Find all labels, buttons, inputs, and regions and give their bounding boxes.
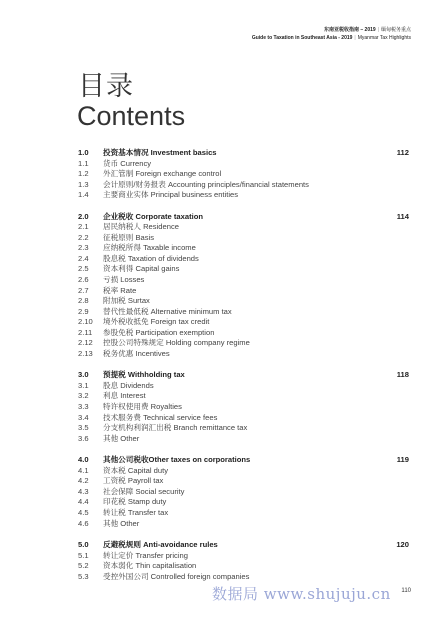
toc-item-number: 1.1 bbox=[78, 158, 89, 168]
toc-section bbox=[78, 540, 409, 582]
toc-item-number: 3.3 bbox=[78, 402, 89, 412]
toc-item-text: 特许权使用费 Royalties bbox=[103, 402, 182, 412]
page-title-zh: 目录 bbox=[78, 71, 134, 101]
toc-item-number: 2.9 bbox=[78, 306, 89, 316]
toc-item[interactable] bbox=[78, 190, 409, 201]
header-separator: | bbox=[377, 27, 379, 33]
page-number: 110 bbox=[401, 588, 411, 594]
toc-item-text: 征税原则 Basis bbox=[103, 232, 155, 242]
toc-item[interactable] bbox=[78, 423, 409, 434]
header-en-title: Guide to Taxation in Southeast Asia - 2019 bbox=[251, 35, 353, 41]
toc-section-number: 5.0 bbox=[78, 540, 89, 550]
toc-section-title: 企业税收 Corporate taxation bbox=[103, 211, 203, 221]
toc-item-text: 资本税 Capital duty bbox=[103, 465, 168, 475]
toc-item[interactable] bbox=[78, 338, 409, 349]
toc-item-number: 4.4 bbox=[78, 497, 89, 507]
toc-item[interactable] bbox=[78, 466, 409, 477]
toc-section bbox=[78, 455, 409, 529]
toc-item-number: 1.3 bbox=[78, 179, 89, 189]
toc-item-number: 2.5 bbox=[78, 264, 89, 274]
toc-item-number: 2.8 bbox=[78, 296, 89, 306]
toc-item-number: 2.4 bbox=[78, 253, 89, 263]
toc-item[interactable] bbox=[78, 561, 409, 572]
toc-item-text: 会计原则/财务报表 Accounting principles/financial statements bbox=[103, 179, 309, 189]
toc-section bbox=[78, 148, 409, 201]
toc-item-number: 2.6 bbox=[78, 275, 89, 285]
page-title-en: Contents bbox=[77, 101, 186, 131]
header-line-en bbox=[252, 34, 411, 42]
toc-section-number: 3.0 bbox=[78, 370, 89, 380]
toc-item-number: 5.1 bbox=[78, 550, 89, 560]
toc-section-heading[interactable] bbox=[78, 212, 409, 223]
toc-section-heading[interactable] bbox=[78, 540, 409, 551]
toc-item-number: 5.3 bbox=[78, 571, 89, 581]
toc-item-number: 2.3 bbox=[78, 243, 89, 253]
toc-item-number: 3.5 bbox=[78, 423, 89, 433]
toc-item-number: 2.7 bbox=[78, 285, 89, 295]
toc-item-text: 转让定价 Transfer pricing bbox=[103, 550, 188, 560]
toc-section bbox=[78, 212, 409, 360]
toc-item-number: 3.4 bbox=[78, 412, 89, 422]
toc-page-number: 120 bbox=[396, 540, 409, 550]
toc-item-number: 4.3 bbox=[78, 486, 89, 496]
toc-item-number: 1.4 bbox=[78, 190, 89, 200]
toc-item-text: 资本利得 Capital gains bbox=[103, 264, 180, 274]
toc-item-text: 主要商业实体 Principal business entities bbox=[103, 190, 239, 200]
toc-section bbox=[78, 370, 409, 444]
toc-section-title: 反避税规则 Anti-avoidance rules bbox=[103, 540, 218, 550]
toc-item-number: 2.10 bbox=[78, 317, 93, 327]
page-header bbox=[252, 26, 411, 42]
toc-item-number: 2.13 bbox=[78, 348, 93, 358]
toc-item-text: 股息 Dividends bbox=[103, 380, 154, 390]
toc-item-number: 2.12 bbox=[78, 338, 93, 348]
toc-item[interactable] bbox=[78, 296, 409, 307]
toc-item-text: 货币 Currency bbox=[103, 158, 152, 168]
toc-item-number: 1.2 bbox=[78, 169, 89, 179]
toc-item[interactable] bbox=[78, 434, 409, 445]
toc-section-title: 其他公司税收Other taxes on corporations bbox=[103, 455, 251, 465]
toc-section-number: 2.0 bbox=[78, 211, 89, 221]
toc-item-text: 参股免税 Participation exemption bbox=[103, 327, 215, 337]
toc-item-number: 3.6 bbox=[78, 433, 89, 443]
toc-item[interactable] bbox=[78, 381, 409, 392]
toc-item-text: 技术服务费 Technical service fees bbox=[103, 412, 218, 422]
toc-item-text: 印花税 Stamp duty bbox=[103, 497, 167, 507]
toc-item-text: 其他 Other bbox=[103, 518, 140, 528]
toc-item-text: 居民纳税人 Residence bbox=[103, 222, 179, 232]
toc-section-heading[interactable] bbox=[78, 455, 409, 466]
toc-item-text: 替代性最低税 Alternative minimum tax bbox=[103, 306, 232, 316]
toc-item-text: 分支机构利润汇出税 Branch remittance tax bbox=[103, 423, 248, 433]
toc-item[interactable] bbox=[78, 233, 409, 244]
header-en-sub: Myanmar Tax Highlights bbox=[357, 35, 411, 41]
toc-page-number: 114 bbox=[396, 211, 409, 221]
header-line-zh bbox=[252, 26, 411, 34]
toc-item-text: 利息 Interest bbox=[103, 391, 146, 401]
toc-item-text: 外汇管制 Foreign exchange control bbox=[103, 169, 222, 179]
toc-item-number: 4.2 bbox=[78, 476, 89, 486]
toc-item-number: 3.1 bbox=[78, 380, 89, 390]
toc-item-text: 资本弱化 Thin capitalisation bbox=[103, 561, 197, 571]
toc-item[interactable] bbox=[78, 551, 409, 562]
toc-item-text: 控股公司特殊规定 Holding company regime bbox=[103, 338, 250, 348]
toc-item[interactable] bbox=[78, 402, 409, 413]
toc-item[interactable] bbox=[78, 159, 409, 170]
toc-item[interactable] bbox=[78, 508, 409, 519]
toc-section-heading[interactable] bbox=[78, 370, 409, 381]
toc-section-number: 1.0 bbox=[78, 148, 89, 157]
toc-item[interactable] bbox=[78, 391, 409, 402]
toc-item-text: 附加税 Surtax bbox=[103, 296, 150, 306]
toc-section-number: 4.0 bbox=[78, 455, 89, 465]
watermark: 数据局 www.shujuju.cn bbox=[212, 585, 391, 603]
toc-item-text: 转让税 Transfer tax bbox=[103, 507, 169, 517]
toc-page-number: 112 bbox=[396, 148, 409, 157]
toc-item[interactable] bbox=[78, 286, 409, 297]
toc-section-title: 预提税 Withholding tax bbox=[103, 370, 185, 380]
toc-page-number: 118 bbox=[396, 370, 409, 380]
toc-item-number: 3.2 bbox=[78, 391, 89, 401]
toc-item-number: 4.6 bbox=[78, 518, 89, 528]
toc-item[interactable] bbox=[78, 264, 409, 275]
toc-item[interactable] bbox=[78, 180, 409, 191]
header-zh-title: 东南亚税收指南 – 2019 bbox=[323, 27, 376, 33]
toc-item[interactable] bbox=[78, 487, 409, 498]
toc-item[interactable] bbox=[78, 572, 409, 583]
table-of-contents bbox=[78, 148, 409, 593]
toc-item-text: 税率 Rate bbox=[103, 285, 137, 295]
toc-item[interactable] bbox=[78, 243, 409, 254]
toc-item-text: 税务优惠 Incentives bbox=[103, 348, 170, 358]
toc-item-text: 受控外国公司 Controlled foreign companies bbox=[103, 571, 250, 581]
header-zh-sub: 缅甸税务重点 bbox=[380, 27, 411, 33]
toc-item-text: 社会保障 Social security bbox=[103, 486, 185, 496]
toc-item-text: 亏损 Losses bbox=[103, 275, 145, 285]
toc-item[interactable] bbox=[78, 476, 409, 487]
toc-item-number: 2.11 bbox=[78, 327, 93, 337]
toc-item[interactable] bbox=[78, 519, 409, 530]
toc-item[interactable] bbox=[78, 413, 409, 424]
toc-item-text: 境外税收抵免 Foreign tax credit bbox=[103, 317, 210, 327]
toc-item[interactable] bbox=[78, 328, 409, 339]
toc-item-text: 工资税 Payroll tax bbox=[103, 476, 164, 486]
toc-item[interactable] bbox=[78, 169, 409, 180]
toc-item-number: 2.2 bbox=[78, 232, 89, 242]
toc-item[interactable] bbox=[78, 497, 409, 508]
toc-item[interactable] bbox=[78, 222, 409, 233]
toc-item-number: 4.1 bbox=[78, 465, 89, 475]
toc-item-text: 应纳税所得 Taxable income bbox=[103, 243, 196, 253]
toc-item-text: 其他 Other bbox=[103, 433, 140, 443]
toc-item[interactable] bbox=[78, 349, 409, 360]
toc-item[interactable] bbox=[78, 275, 409, 286]
toc-section-heading[interactable] bbox=[78, 148, 409, 159]
toc-item[interactable] bbox=[78, 254, 409, 265]
toc-item-number: 5.2 bbox=[78, 561, 89, 571]
toc-item-text: 股息税 Taxation of dividends bbox=[103, 253, 199, 263]
toc-section-title: 投资基本情况 Investment basics bbox=[103, 148, 217, 157]
toc-item-number: 4.5 bbox=[78, 507, 89, 517]
toc-item-number: 2.1 bbox=[78, 222, 89, 232]
toc-item[interactable] bbox=[78, 307, 409, 318]
header-separator: | bbox=[354, 35, 356, 41]
toc-page-number: 119 bbox=[396, 455, 409, 465]
toc-item[interactable] bbox=[78, 317, 409, 328]
